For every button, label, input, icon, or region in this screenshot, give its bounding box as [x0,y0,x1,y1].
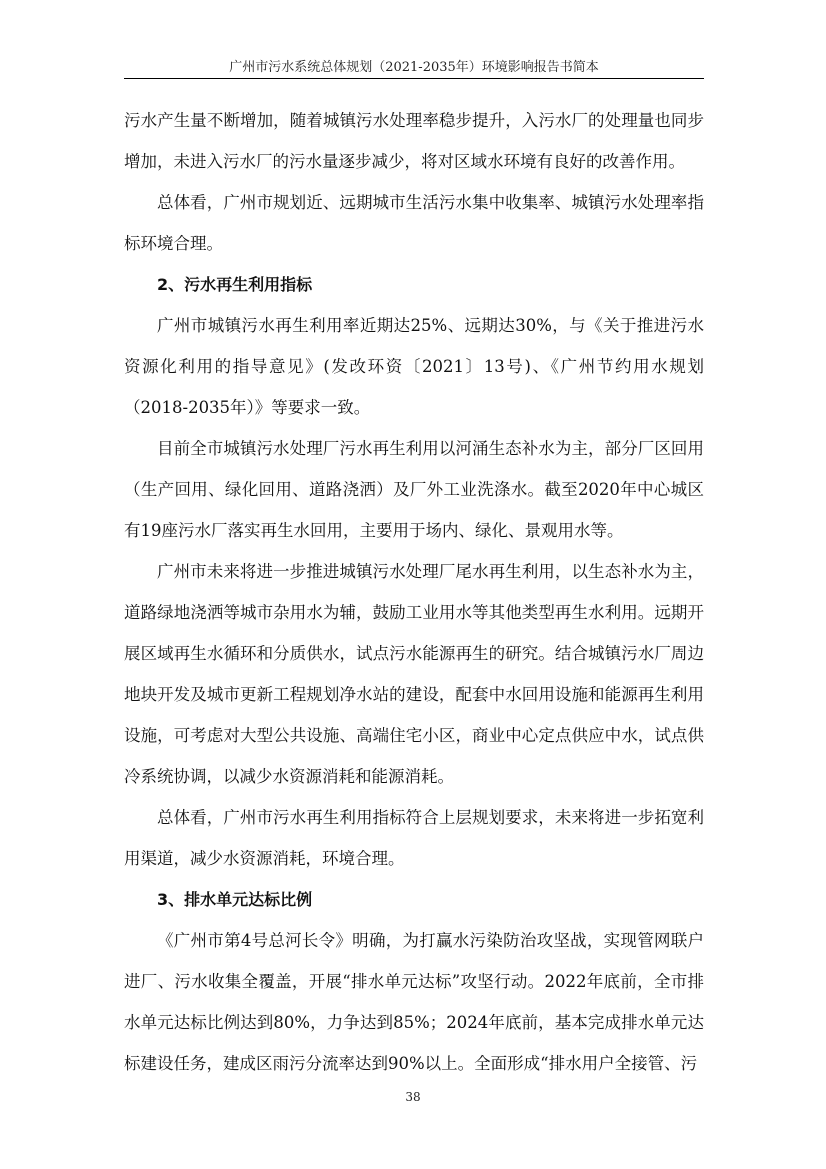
page-header: 广州市污水系统总体规划（2021-2035年）环境影响报告书简本 [229,60,599,75]
paragraph-summary-reuse: 总体看，广州市污水再生利用指标符合上层规划要求，未来将进一步拓宽利用渠道，减少水资源消耗，环境合理。 [124,808,704,868]
paragraph-continuation: 污水产生量不断增加，随着城镇污水处理率稳步提升，入污水厂的处理量也同步增加，未进入污水厂的污水量逐步减少，将对区域水环境有良好的改善作用。 [124,111,704,171]
section-heading-reuse: 2、污水再生利用指标 [157,275,313,294]
section-heading-drainage-unit: 3、排水单元达标比例 [157,890,313,909]
header-rule [124,78,704,79]
paragraph-summary-collection: 总体看，广州市规划近、远期城市生活污水集中收集率、城镇污水处理率指标环境合理。 [124,193,704,253]
paragraph-future-reuse: 广州市未来将进一步推进城镇污水处理厂尾水再生利用，以生态补水为主，道路绿地浇洒等城市杂用水为辅，鼓励工业用水等其他类型再生水利用。远期开展区域再生水循环和分质供水，试点污水能源再生的研究。结合城镇污水厂周边地块开发及城市更新工程规划净水站的建设，配套中水回用设施和能源再生利用设施，可考虑对大型公共设施、高端住宅小区，商业中心定点供应中水，试点供冷系统协调，以减少水资源消耗和能源消耗。 [124,562,704,786]
paragraph-reuse-rate: 广州市城镇污水再生利用率近期达25%、远期达30%，与《关于推进污水资源化利用的指导意见》(发改环资〔2021〕13号)、《广州节约用水规划（2018-2035年）》等要求一致。 [124,316,704,417]
paragraph-current-reuse: 目前全市城镇污水处理厂污水再生利用以河涌生态补水为主，部分厂区回用（生产回用、绿化回用、道路浇洒）及厂外工业洗涤水。截至2020年中心城区有19座污水厂落实再生水回用，主要用于场内、绿化、景观用水等。 [124,439,704,540]
page-number: 38 [405,1090,421,1104]
document-body [124,100,704,1084]
paragraph-river-chief-order: 《广州市第4号总河长令》明确，为打赢水污染防治攻坚战，实现管网联户进厂、污水收集全覆盖，开展“排水单元达标”攻坚行动。2022年底前，全市排水单元达标比例达到80%，力争达到85%；2024年底前，基本完成排水单元达标建设任务，建成区雨污分流率达到90%以上。全面形成“排水用户全接管、污 [124,931,704,1073]
